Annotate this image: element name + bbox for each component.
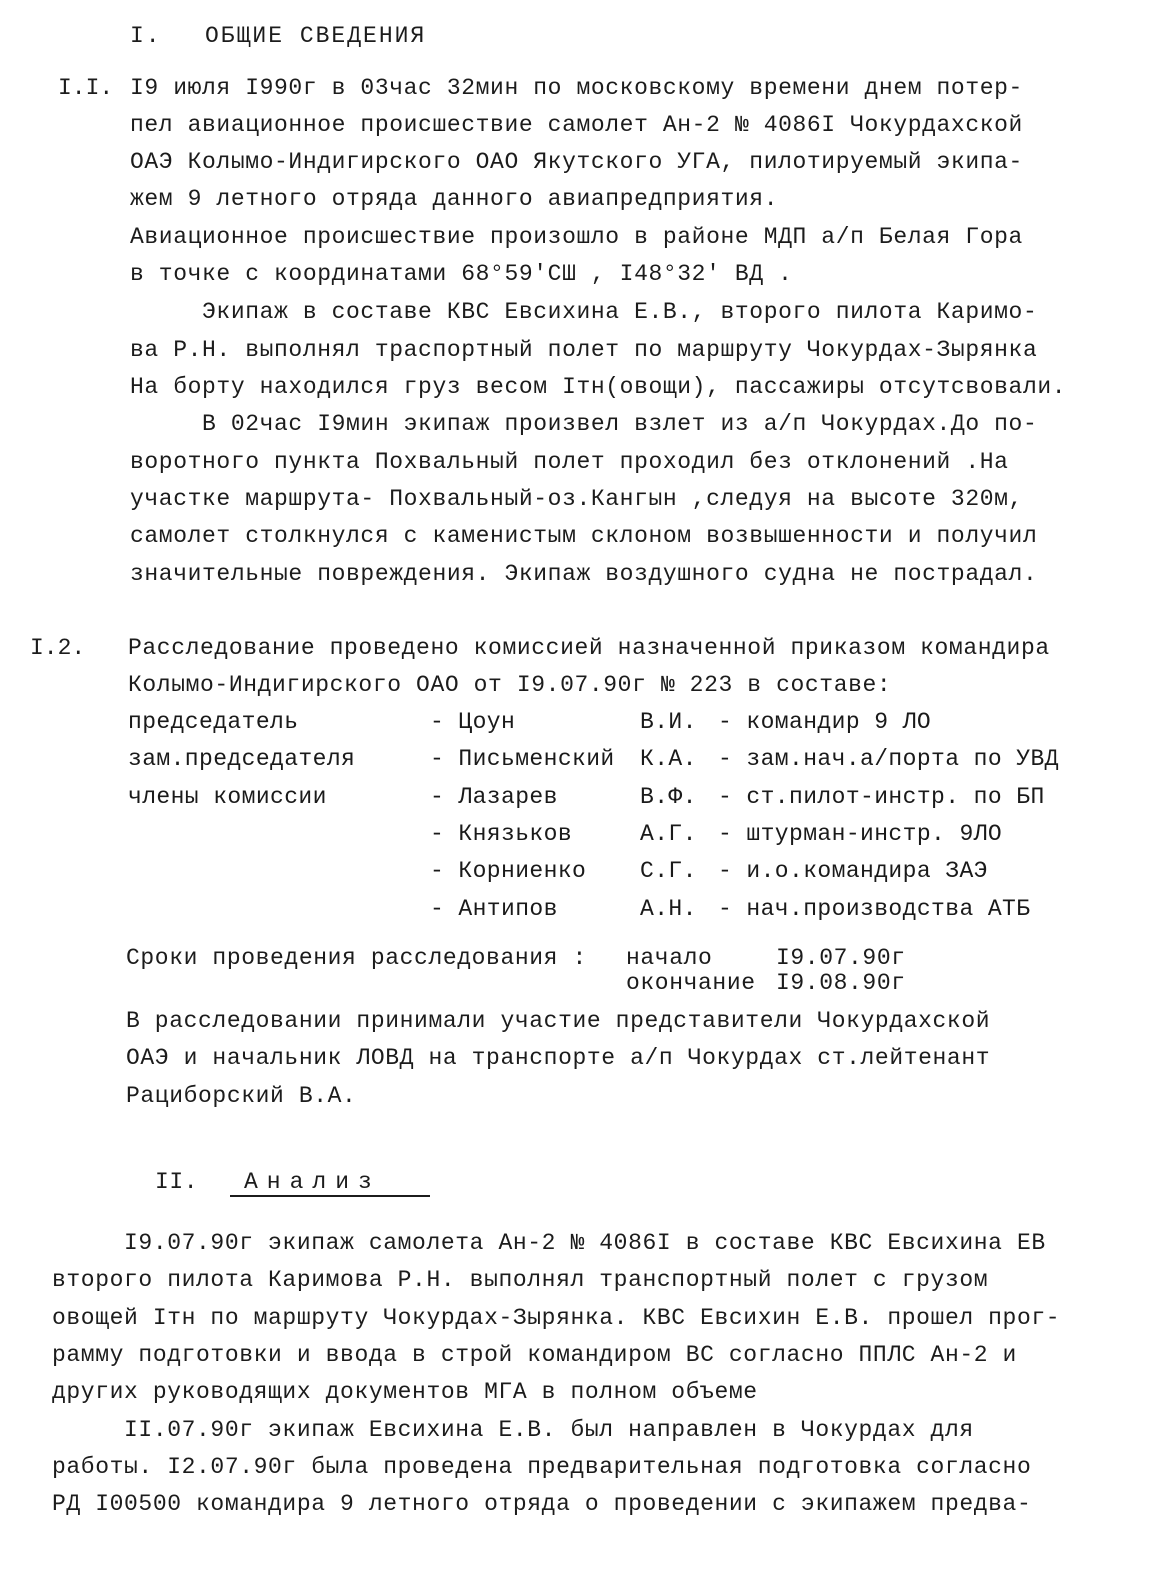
text-line: Авиационное происшествие произошло в районе МДП а/п Белая Гора — [130, 224, 1023, 250]
section-2-number: II. — [155, 1169, 199, 1195]
end-date: I9.08.90г — [776, 970, 906, 996]
start-label: начало — [626, 945, 713, 971]
text-line: Колымо-Индигирского ОАО от I9.07.90г № 223 в составе: — [128, 672, 892, 698]
text-line: II.07.90г экипаж Евсихина Е.В. был направлен в Чокурдах для — [52, 1417, 974, 1443]
text-line: В расследовании принимали участие представители Чокурдахской — [126, 1008, 991, 1034]
text-line: второго пилота Каримова Р.Н. выполнял транспортный полет с грузом — [52, 1267, 989, 1293]
text-line: Экипаж в составе КВС Евсихина Е.В., второго пилота Каримо- — [130, 299, 1038, 325]
text-line: I9.07.90г экипаж самолета Ан-2 № 4086I в составе КВС Евсихина ЕВ — [52, 1230, 1046, 1256]
section-1-number: I. — [130, 23, 162, 49]
commission-position: - нач.производства АТБ — [718, 896, 1031, 922]
text-line: ОАЭ Колымо-Индигирского ОАО Якутского УГА, пилотируемый экипа- — [130, 149, 1023, 175]
commission-initials: В.Ф. — [640, 784, 697, 810]
text-line: РД I00500 командира 9 летного отряда о проведении с экипажем предва- — [52, 1491, 1032, 1517]
start-date: I9.07.90г — [776, 945, 906, 971]
commission-initials: А.Н. — [640, 896, 697, 922]
section-1-title: ОБЩИЕ СВЕДЕНИЯ — [205, 23, 427, 49]
commission-role: члены комиссии — [128, 784, 327, 810]
text-line: воротного пункта Похвальный полет проходил без отклонений .На — [130, 449, 1009, 475]
commission-initials: К.А. — [640, 746, 697, 772]
text-line: участке маршрута- Похвальный-оз.Кангын ,следуя на высоте 320м, — [130, 486, 1023, 512]
commission-initials: С.Г. — [640, 858, 697, 884]
text-line: рамму подготовки и ввода в строй командиром ВС согласно ППЛС Ан-2 и — [52, 1342, 1017, 1368]
commission-position: - штурман-инстр. 9ЛО — [718, 821, 1003, 847]
paragraph-1-1-number: I.I. — [58, 75, 114, 101]
investigation-terms-label: Сроки проведения расследования : — [126, 945, 587, 971]
commission-position: - и.о.командира ЗАЭ — [718, 858, 988, 884]
commission-initials: В.И. — [640, 709, 697, 735]
text-line: в точке с координатами 68°59'СШ , I48°32' ВД . — [130, 261, 793, 287]
text-line: овощей Iтн по маршруту Чокурдах-Зырянка. КВС Евсихин Е.В. прошел прог- — [52, 1305, 1061, 1331]
text-line: В 02час I9мин экипаж произвел взлет из а/п Чокурдах.До по- — [130, 411, 1038, 437]
commission-name: - Корниенко — [430, 858, 587, 884]
commission-initials: А.Г. — [640, 821, 697, 847]
commission-name: - Князьков — [430, 821, 573, 847]
commission-name: - Письменский — [430, 746, 615, 772]
text-line: Рациборский В.А. — [126, 1083, 357, 1109]
commission-position: - ст.пилот-инстр. по БП — [718, 784, 1045, 810]
text-line: пел авиационное происшествие самолет Ан-2 № 4086I Чокурдахской — [130, 112, 1023, 138]
text-line: значительные повреждения. Экипаж воздушного судна не пострадал. — [130, 561, 1038, 587]
text-line: На борту находился груз весом Iтн(овощи), пассажиры отсутсвовали. — [130, 374, 1067, 400]
commission-role: председатель — [128, 709, 299, 735]
text-line: ва Р.Н. выполнял траспортный полет по маршруту Чокурдах-Зырянка — [130, 337, 1038, 363]
commission-name: - Антипов — [430, 896, 558, 922]
text-line: жем 9 летного отряда данного авиапредприятия. — [130, 186, 779, 212]
paragraph-1-2-number: I.2. — [30, 635, 86, 661]
text-line: I9 июля I990г в 03час 32мин по московскому времени днем потер- — [130, 75, 1023, 101]
text-line: ОАЭ и начальник ЛОВД на транспорте а/п Чокурдах ст.лейтенант — [126, 1045, 991, 1071]
commission-name: - Лазарев — [430, 784, 558, 810]
section-2-title: Анализ — [244, 1169, 381, 1195]
commission-name: - Цоун — [430, 709, 516, 735]
text-line: самолет столкнулся с каменистым склоном возвышенности и получил — [130, 523, 1038, 549]
commission-position: - зам.нач.а/порта по УВД — [718, 746, 1059, 772]
commission-role: зам.председателя — [128, 746, 356, 772]
commission-position: - командир 9 ЛО — [718, 709, 932, 735]
text-line: работы. I2.07.90г была проведена предварительная подготовка согласно — [52, 1454, 1032, 1480]
text-line: Расследование проведено комиссией назначенной приказом командира — [128, 635, 1050, 661]
text-line: других руководящих документов МГА в полном объеме — [52, 1379, 758, 1405]
section-2-title-underline — [230, 1195, 430, 1197]
end-label: окончание — [626, 970, 756, 996]
